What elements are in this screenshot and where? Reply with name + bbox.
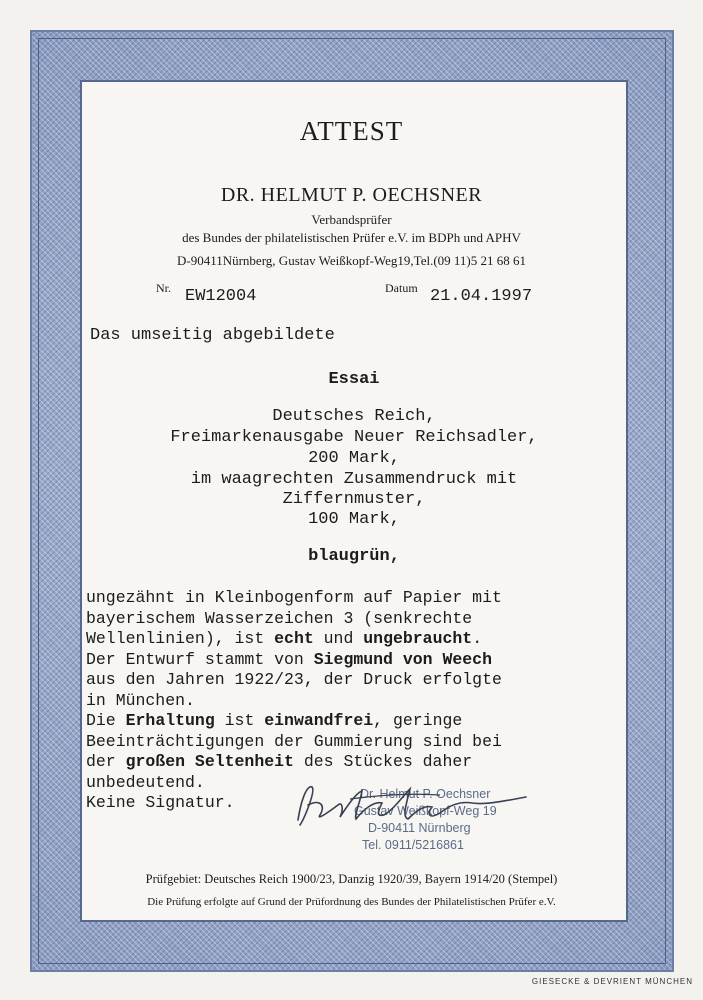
item-line: Deutsches Reich, bbox=[272, 407, 436, 426]
body-line: der großen Seltenheit des Stückes daher bbox=[86, 752, 473, 771]
footer-regulation: Die Prüfung erfolgte auf Grund der Prüfordnung des Bundes der Philatelistischen Prüfer e.V. bbox=[147, 896, 556, 908]
certificate-date: 21.04.1997 bbox=[430, 287, 533, 306]
item-line: Ziffernmuster, bbox=[282, 490, 426, 509]
body-line: ungezähnt in Kleinbogenform auf Papier mit bbox=[86, 588, 502, 607]
body-line: aus den Jahren 1922/23, der Druck erfolgte bbox=[86, 670, 502, 689]
stamp-line: Tel. 0911/5216861 bbox=[362, 838, 464, 852]
body-line: Die Erhaltung ist einwandfrei, geringe bbox=[86, 711, 463, 730]
stamp-line: Dr. Helmut P. Oechsner bbox=[360, 787, 491, 801]
examiner-address: D-90411Nürnberg, Gustav Weißkopf-Weg19,Tel.(09 11)5 21 68 61 bbox=[176, 253, 527, 268]
body-line: Der Entwurf stammt von Siegmund von Weech bbox=[86, 649, 492, 669]
date-label: Datum bbox=[385, 281, 418, 295]
item-color: blaugrün, bbox=[308, 547, 400, 566]
body-line: unbedeutend. bbox=[86, 772, 205, 792]
handwritten-signature bbox=[290, 775, 540, 835]
item-line: 200 Mark, bbox=[308, 449, 400, 468]
examiner-association: des Bundes der philatelistischen Prüfer e.V. im BDPh und APHV bbox=[182, 230, 521, 245]
intro-text: Das umseitig abgebildete bbox=[90, 326, 335, 345]
printer-imprint: GIESECKE & DEVRIENT MÜNCHEN bbox=[531, 977, 693, 986]
stamp-line: D-90411 Nürnberg bbox=[368, 821, 471, 835]
body-line: Keine Signatur. bbox=[86, 793, 235, 812]
stamp-line: Gustav Weißkopf-Weg 19 bbox=[354, 804, 497, 818]
certificate-number: EW12004 bbox=[185, 287, 257, 306]
body-line: Beeinträchtigungen der Gummierung sind bei bbox=[86, 731, 502, 751]
item-type: Essai bbox=[328, 370, 380, 389]
body-line: Wellenlinien), ist echt und ungebraucht. bbox=[86, 629, 483, 648]
item-line: 100 Mark, bbox=[308, 510, 400, 529]
examiner-role: Verbandsprüfer bbox=[311, 212, 392, 227]
item-line: im waagrechten Zusammendruck mit bbox=[190, 470, 518, 489]
number-label: Nr. bbox=[156, 281, 171, 295]
footer-scope: Prüfgebiet: Deutsches Reich 1900/23, Danzig 1920/39, Bayern 1914/20 (Stempel) bbox=[145, 872, 558, 886]
item-line: Freimarkenausgabe Neuer Reichsadler, bbox=[170, 428, 538, 447]
certificate-title: ATTEST bbox=[299, 116, 404, 146]
examiner-name: DR. HELMUT P. OECHSNER bbox=[220, 184, 483, 206]
body-line: bayerischem Wasserzeichen 3 (senkrechte bbox=[86, 608, 473, 628]
body-line: in München. bbox=[86, 690, 195, 710]
